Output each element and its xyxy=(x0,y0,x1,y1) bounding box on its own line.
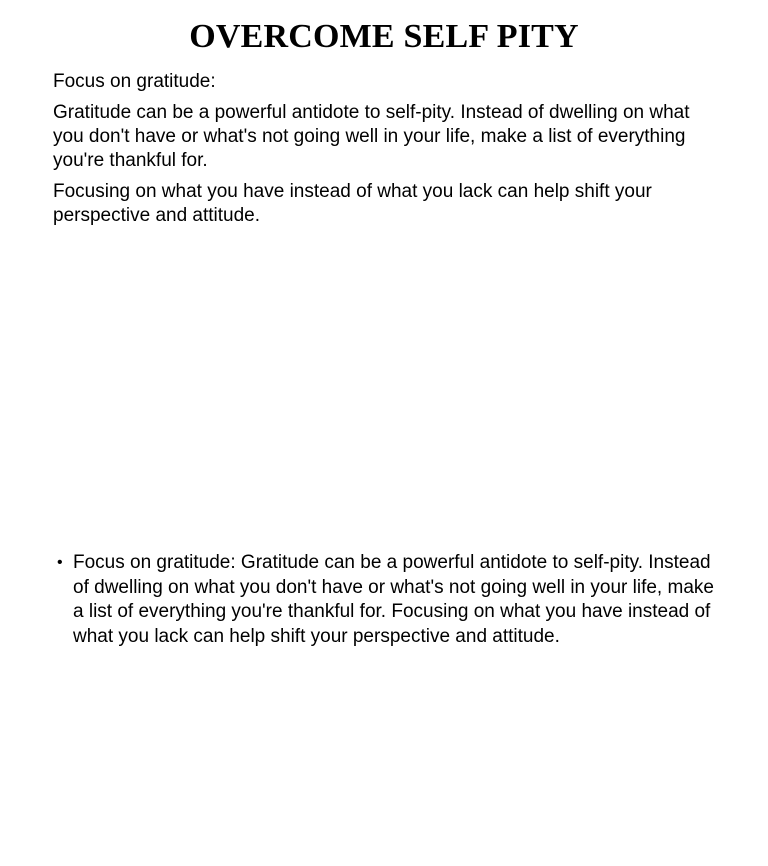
list-item xyxy=(53,551,721,649)
section-paragraph-1: Gratitude can be a powerful antidote to self-pity. Instead of dwelling on what you don't have or what's not going well in your life, make a list of everything you're thankful for. xyxy=(53,102,690,171)
bullet-text: Focus on gratitude: Gratitude can be a powerful antidote to self-pity. Instead of dwelling on what you don't have or what's not going well in your life, make a list of everything you're thankful for. Focusing on what you have instead of what you lack can help shift your perspective and attitude. xyxy=(73,552,714,647)
gratitude-section xyxy=(53,70,721,235)
section-heading: Focus on gratitude: xyxy=(53,71,216,92)
page-title: OVERCOME SELF PITY xyxy=(189,18,579,55)
bullet-icon: • xyxy=(57,554,63,571)
section-paragraph-2: Focusing on what you have instead of what you lack can help shift your perspective and attitude. xyxy=(53,181,652,226)
bullet-list xyxy=(53,551,721,649)
